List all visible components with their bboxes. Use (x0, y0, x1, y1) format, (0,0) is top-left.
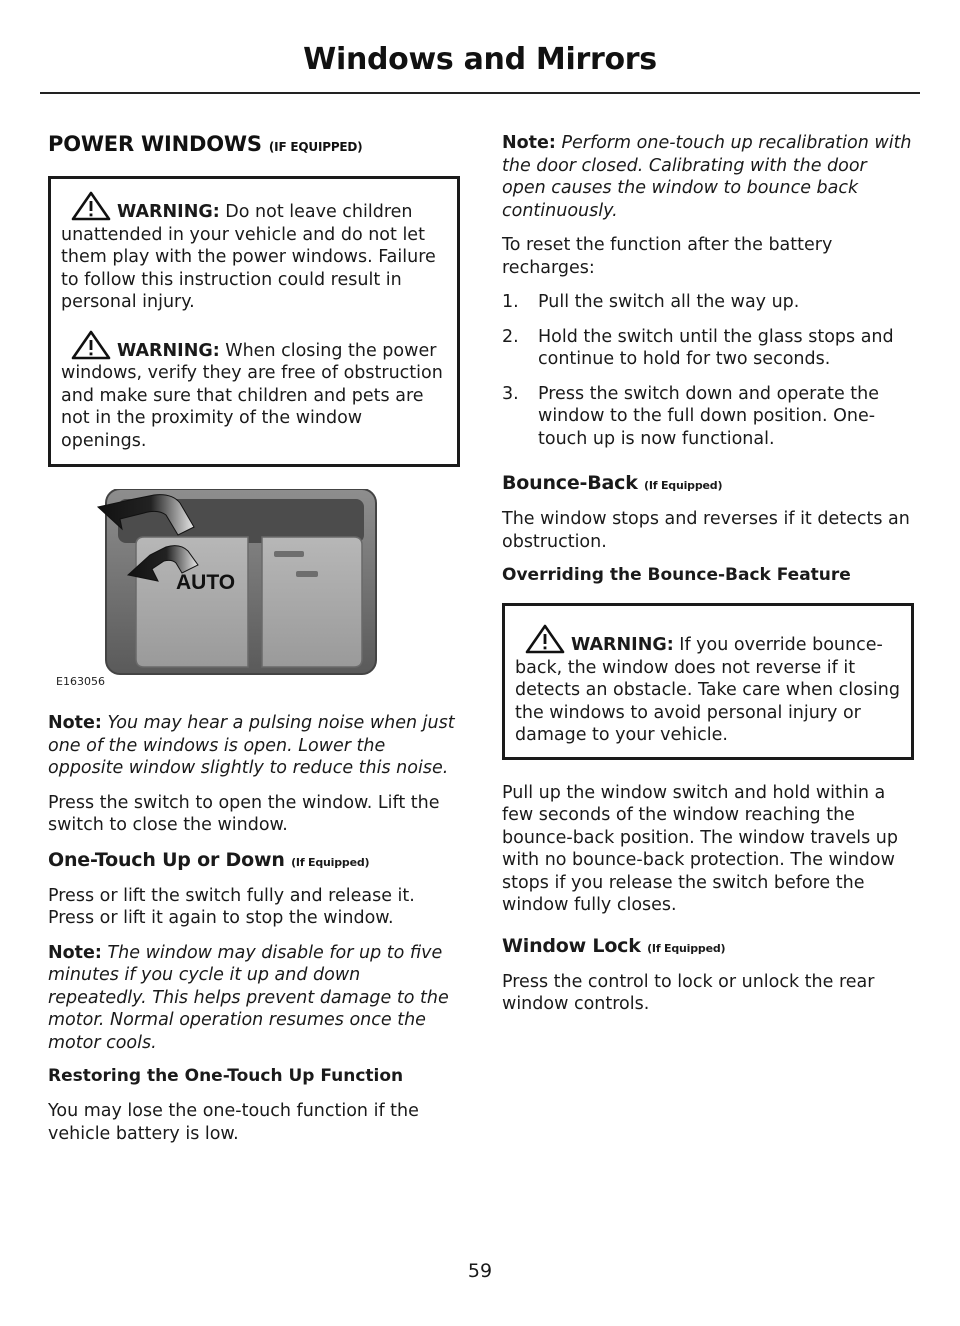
step-number: 3. (502, 383, 519, 404)
note-disable (48, 942, 460, 1055)
note-label: Note: (502, 133, 556, 153)
window-switch-illustration (48, 489, 460, 694)
paragraph-bounce-back: The window stops and reverses if it detects an obstruction. (502, 509, 910, 552)
paragraph-press-lift: Press or lift the switch fully and release it. Press or lift it again to stop the window. (48, 885, 415, 928)
note-text: Perform one-touch up recalibration with the door closed. Calibrating with the door open causes the window to bounce back continuously. (502, 133, 912, 221)
subsection-title-one-touch (48, 849, 460, 871)
paragraph-override-instructions: Pull up the window switch and hold within a few seconds of the window reaching the bounce-back position. The window travels up with no bounce-back protection. The window stops if you release the switch before the window fully closes. (502, 782, 899, 915)
warning-triangle-icon (525, 624, 565, 654)
warning-label: WARNING: (571, 635, 674, 655)
subsection-title-bounce-back (502, 472, 914, 494)
power-window-switch-figure (48, 489, 460, 694)
subsection-title-window-lock (502, 935, 914, 957)
warning-text: If you override bounce-back, the window does not reverse if it detects an obstacle. Take care when closing the windows to avoid personal injury or damage to your vehicle. (515, 635, 900, 745)
paragraph-battery-low: You may lose the one-touch function if the vehicle battery is low. (48, 1101, 419, 1144)
note-label: Note: (48, 942, 102, 963)
warning-text: Do not leave children unattended in your vehicle and do not let them play with the power windows. Failure to follow this instruction could result in personal injury. (61, 202, 436, 312)
warning-triangle-icon (71, 191, 111, 221)
note-pulsing-noise (48, 712, 460, 780)
warning-item-1 (61, 191, 449, 314)
subsection-qualifier: (If Equipped) (291, 855, 370, 869)
page-header-title: Windows and Mirrors (303, 42, 657, 77)
step-text: Hold the switch until the glass stops and continue to hold for two seconds. (538, 326, 894, 369)
paragraph-reset-intro: To reset the function after the battery recharges: (502, 235, 833, 278)
warning-item-3 (515, 624, 903, 747)
switch-indicator-line (274, 551, 304, 557)
warning-box-power-windows (48, 176, 460, 467)
subsection-qualifier: (If Equipped) (644, 479, 723, 492)
step-number: 2. (502, 326, 519, 347)
warning-box-bounce-back (502, 603, 914, 760)
paragraph-open-close: Press the switch to open the window. Lift the switch to close the window. (48, 792, 440, 835)
note-recalibration (502, 132, 914, 222)
paragraph-window-lock: Press the control to lock or unlock the rear window controls. (502, 971, 875, 1014)
section-title-power-windows (48, 132, 460, 156)
subsection-qualifier: (If Equipped) (647, 941, 726, 955)
page-number: 59 (467, 1260, 493, 1282)
subsection-title-text: Window Lock (502, 934, 641, 957)
step-text: Pull the switch all the way up. (538, 292, 800, 312)
warning-label: WARNING: (117, 340, 220, 361)
warning-label: WARNING: (117, 202, 220, 222)
figure-id: E163056 (56, 675, 105, 688)
warning-triangle-icon (71, 330, 111, 360)
step-text: Press the switch down and operate the window to the full down position. One-touch up is now functional. (538, 383, 880, 449)
subsection-title-text: Bounce-Back (502, 472, 638, 494)
heading-overriding-bounce-back: Overriding the Bounce-Back Feature (502, 565, 851, 585)
note-text: You may hear a pulsing noise when just one of the windows is open. Lower the opposite window slightly to reduce this noise. (48, 713, 455, 778)
warning-text: When closing the power windows, verify they are free of obstruction and make sure that children and pets are not in the proximity of the window openings. (61, 340, 443, 451)
header-divider (40, 92, 920, 94)
subsection-title-text: One-Touch Up or Down (48, 848, 285, 871)
section-qualifier: (IF EQUIPPED) (268, 140, 363, 154)
warning-item-2 (61, 330, 449, 453)
right-column (502, 132, 914, 1028)
left-column (48, 132, 460, 1157)
list-item (502, 326, 914, 371)
list-item (502, 291, 914, 314)
step-number: 1. (502, 292, 519, 312)
note-label: Note: (48, 713, 102, 733)
section-title-text: POWER WINDOWS (48, 132, 262, 156)
reset-steps-list (502, 291, 914, 450)
list-item (502, 383, 914, 451)
auto-label: AUTO (176, 571, 236, 594)
heading-restoring-one-touch: Restoring the One-Touch Up Function (48, 1066, 404, 1086)
note-text: The window may disable for up to five minutes if you cycle it up and down repeatedly. This helps prevent damage to the motor. Normal operation resumes once the motor cools. (48, 942, 449, 1053)
switch-indicator-line (296, 571, 318, 577)
